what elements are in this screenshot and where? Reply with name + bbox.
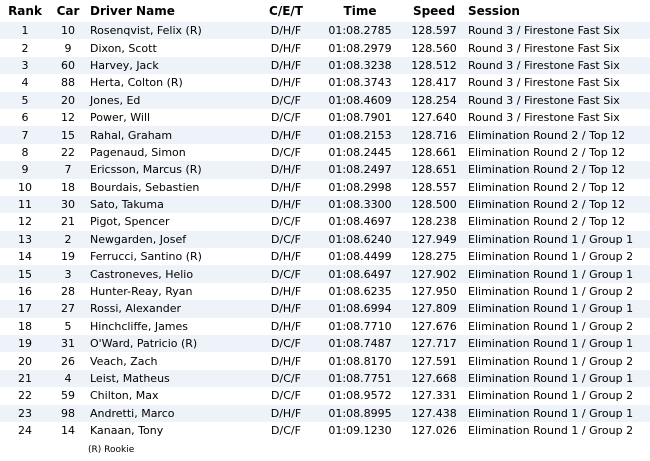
cell-speed: 127.902 — [404, 265, 464, 282]
cell-cet: D/H/F — [256, 161, 316, 178]
cell-car-number: 5 — [50, 318, 86, 335]
cell-rank: 15 — [0, 265, 50, 282]
table-row — [0, 318, 650, 335]
cell-cet: D/C/F — [256, 92, 316, 109]
cell-driver-name: Ferrucci, Santino (R) — [86, 248, 256, 265]
cell-session: Elimination Round 1 / Group 2 — [464, 248, 650, 265]
cell-speed: 127.591 — [404, 352, 464, 369]
cell-driver-name: Kanaan, Tony — [86, 422, 256, 439]
column-header-car: Car — [56, 4, 80, 18]
cell-lap-time: 01:08.8170 — [316, 352, 404, 369]
cell-rank: 19 — [0, 335, 50, 352]
cell-driver-name: O'Ward, Patricio (R) — [86, 335, 256, 352]
table-row — [0, 370, 650, 387]
cell-driver-name: Jones, Ed — [86, 92, 256, 109]
cell-cet: D/H/F — [256, 126, 316, 143]
cell-car-number: 18 — [50, 179, 86, 196]
cell-cet: D/H/F — [256, 352, 316, 369]
cell-car-number: 59 — [50, 387, 86, 404]
cell-cet: D/H/F — [256, 39, 316, 56]
cell-driver-name: Dixon, Scott — [86, 39, 256, 56]
cell-rank: 12 — [0, 213, 50, 230]
cell-lap-time: 01:08.8995 — [316, 405, 404, 422]
cell-driver-name: Castroneves, Helio — [86, 265, 256, 282]
cell-lap-time: 01:08.3238 — [316, 57, 404, 74]
table-row — [0, 213, 650, 230]
cell-rank: 24 — [0, 422, 50, 439]
cell-rank: 20 — [0, 352, 50, 369]
cell-driver-name: Chilton, Max — [86, 387, 256, 404]
cell-rank: 4 — [0, 74, 50, 91]
cell-lap-time: 01:08.6240 — [316, 231, 404, 248]
cell-driver-name: Leist, Matheus — [86, 370, 256, 387]
cell-car-number: 9 — [50, 39, 86, 56]
cell-cet: D/C/F — [256, 213, 316, 230]
cell-speed: 128.238 — [404, 213, 464, 230]
column-header-time: Time — [343, 4, 377, 18]
cell-rank: 17 — [0, 300, 50, 317]
cell-lap-time: 01:08.3743 — [316, 74, 404, 91]
cell-cet: D/H/F — [256, 318, 316, 335]
cell-rank: 5 — [0, 92, 50, 109]
cell-lap-time: 01:09.1230 — [316, 422, 404, 439]
cell-cet: D/C/F — [256, 265, 316, 282]
column-header-session: Session — [468, 4, 520, 18]
cell-session: Elimination Round 1 / Group 2 — [464, 283, 650, 300]
table-row — [0, 179, 650, 196]
cell-lap-time: 01:08.9572 — [316, 387, 404, 404]
table-row — [0, 352, 650, 369]
cell-speed: 128.512 — [404, 57, 464, 74]
cell-session: Elimination Round 2 / Top 12 — [464, 144, 650, 161]
cell-rank: 7 — [0, 126, 50, 143]
cell-driver-name: Harvey, Jack — [86, 57, 256, 74]
column-header-speed: Speed — [412, 4, 456, 18]
table-row — [0, 126, 650, 143]
cell-session: Elimination Round 1 / Group 1 — [464, 231, 650, 248]
cell-session: Elimination Round 1 / Group 2 — [464, 387, 650, 404]
cell-driver-name: Ericsson, Marcus (R) — [86, 161, 256, 178]
results-table-body — [0, 22, 650, 439]
cell-lap-time: 01:08.2785 — [316, 22, 404, 39]
cell-session: Elimination Round 1 / Group 1 — [464, 300, 650, 317]
table-row — [0, 387, 650, 404]
cell-lap-time: 01:08.3300 — [316, 196, 404, 213]
cell-lap-time: 01:08.4609 — [316, 92, 404, 109]
cell-speed: 128.417 — [404, 74, 464, 91]
cell-cet: D/H/F — [256, 405, 316, 422]
cell-speed: 128.500 — [404, 196, 464, 213]
cell-speed: 128.651 — [404, 161, 464, 178]
table-row — [0, 422, 650, 439]
cell-session: Elimination Round 1 / Group 1 — [464, 405, 650, 422]
column-header-driver-name: Driver Name — [90, 4, 175, 18]
cell-session: Elimination Round 1 / Group 2 — [464, 352, 650, 369]
cell-lap-time: 01:08.2445 — [316, 144, 404, 161]
cell-lap-time: 01:08.6235 — [316, 283, 404, 300]
cell-rank: 8 — [0, 144, 50, 161]
cell-speed: 128.716 — [404, 126, 464, 143]
table-row — [0, 22, 650, 39]
cell-speed: 127.438 — [404, 405, 464, 422]
cell-cet: D/C/F — [256, 144, 316, 161]
cell-car-number: 7 — [50, 161, 86, 178]
rookie-footnote: (R) Rookie — [88, 445, 135, 455]
cell-car-number: 3 — [50, 265, 86, 282]
cell-rank: 9 — [0, 161, 50, 178]
cell-car-number: 15 — [50, 126, 86, 143]
table-row — [0, 300, 650, 317]
cell-lap-time: 01:08.4697 — [316, 213, 404, 230]
cell-lap-time: 01:08.2998 — [316, 179, 404, 196]
cell-session: Elimination Round 1 / Group 2 — [464, 318, 650, 335]
cell-session: Round 3 / Firestone Fast Six — [464, 109, 650, 126]
cell-lap-time: 01:08.6497 — [316, 265, 404, 282]
cell-rank: 13 — [0, 231, 50, 248]
cell-car-number: 14 — [50, 422, 86, 439]
cell-session: Elimination Round 2 / Top 12 — [464, 161, 650, 178]
cell-cet: D/H/F — [256, 74, 316, 91]
cell-speed: 128.597 — [404, 22, 464, 39]
cell-driver-name: Bourdais, Sebastien — [86, 179, 256, 196]
cell-lap-time: 01:08.7710 — [316, 318, 404, 335]
cell-session: Round 3 / Firestone Fast Six — [464, 39, 650, 56]
cell-cet: D/C/F — [256, 387, 316, 404]
cell-session: Elimination Round 1 / Group 1 — [464, 370, 650, 387]
cell-car-number: 10 — [50, 22, 86, 39]
cell-car-number: 98 — [50, 405, 86, 422]
cell-speed: 127.949 — [404, 231, 464, 248]
cell-session: Round 3 / Firestone Fast Six — [464, 74, 650, 91]
cell-driver-name: Rossi, Alexander — [86, 300, 256, 317]
column-header-rank: Rank — [8, 4, 42, 18]
table-row — [0, 39, 650, 56]
cell-cet: D/C/F — [256, 335, 316, 352]
cell-rank: 6 — [0, 109, 50, 126]
cell-speed: 128.661 — [404, 144, 464, 161]
table-row — [0, 196, 650, 213]
table-row — [0, 265, 650, 282]
cell-speed: 128.254 — [404, 92, 464, 109]
cell-cet: D/C/F — [256, 109, 316, 126]
table-row — [0, 161, 650, 178]
cell-session: Elimination Round 1 / Group 2 — [464, 422, 650, 439]
cell-rank: 18 — [0, 318, 50, 335]
cell-session: Elimination Round 2 / Top 12 — [464, 213, 650, 230]
cell-car-number: 60 — [50, 57, 86, 74]
cell-cet: D/H/F — [256, 57, 316, 74]
cell-rank: 14 — [0, 248, 50, 265]
table-header-row — [0, 0, 650, 22]
cell-cet: D/H/F — [256, 22, 316, 39]
cell-car-number: 19 — [50, 248, 86, 265]
table-row — [0, 144, 650, 161]
cell-lap-time: 01:08.7901 — [316, 109, 404, 126]
cell-car-number: 12 — [50, 109, 86, 126]
cell-lap-time: 01:08.7751 — [316, 370, 404, 387]
cell-car-number: 30 — [50, 196, 86, 213]
cell-lap-time: 01:08.2979 — [316, 39, 404, 56]
cell-cet: D/C/F — [256, 370, 316, 387]
table-row — [0, 335, 650, 352]
cell-speed: 127.026 — [404, 422, 464, 439]
cell-cet: D/C/F — [256, 422, 316, 439]
cell-rank: 22 — [0, 387, 50, 404]
cell-session: Round 3 / Firestone Fast Six — [464, 22, 650, 39]
cell-car-number: 4 — [50, 370, 86, 387]
cell-cet: D/H/F — [256, 179, 316, 196]
cell-cet: D/C/F — [256, 231, 316, 248]
cell-cet: D/H/F — [256, 196, 316, 213]
cell-driver-name: Pagenaud, Simon — [86, 144, 256, 161]
cell-cet: D/H/F — [256, 283, 316, 300]
table-row — [0, 92, 650, 109]
cell-car-number: 27 — [50, 300, 86, 317]
cell-driver-name: Andretti, Marco — [86, 405, 256, 422]
cell-speed: 128.557 — [404, 179, 464, 196]
cell-session: Elimination Round 2 / Top 12 — [464, 179, 650, 196]
cell-driver-name: Rahal, Graham — [86, 126, 256, 143]
table-row — [0, 283, 650, 300]
cell-rank: 2 — [0, 39, 50, 56]
cell-session: Elimination Round 2 / Top 12 — [464, 126, 650, 143]
table-row — [0, 74, 650, 91]
table-row — [0, 248, 650, 265]
cell-session: Elimination Round 1 / Group 1 — [464, 335, 650, 352]
cell-speed: 128.560 — [404, 39, 464, 56]
cell-car-number: 21 — [50, 213, 86, 230]
cell-driver-name: Sato, Takuma — [86, 196, 256, 213]
cell-speed: 127.809 — [404, 300, 464, 317]
cell-lap-time: 01:08.4499 — [316, 248, 404, 265]
cell-driver-name: Newgarden, Josef — [86, 231, 256, 248]
cell-session: Round 3 / Firestone Fast Six — [464, 57, 650, 74]
cell-lap-time: 01:08.6994 — [316, 300, 404, 317]
cell-cet: D/H/F — [256, 300, 316, 317]
column-header-cet: C/E/T — [269, 4, 303, 18]
table-row — [0, 109, 650, 126]
cell-rank: 3 — [0, 57, 50, 74]
cell-rank: 23 — [0, 405, 50, 422]
cell-driver-name: Herta, Colton (R) — [86, 74, 256, 91]
cell-car-number: 88 — [50, 74, 86, 91]
cell-rank: 10 — [0, 179, 50, 196]
cell-rank: 21 — [0, 370, 50, 387]
cell-driver-name: Veach, Zach — [86, 352, 256, 369]
cell-lap-time: 01:08.2153 — [316, 126, 404, 143]
cell-session: Round 3 / Firestone Fast Six — [464, 92, 650, 109]
cell-driver-name: Hinchcliffe, James — [86, 318, 256, 335]
cell-car-number: 22 — [50, 144, 86, 161]
cell-cet: D/H/F — [256, 248, 316, 265]
cell-rank: 1 — [0, 22, 50, 39]
cell-speed: 127.668 — [404, 370, 464, 387]
cell-speed: 128.275 — [404, 248, 464, 265]
cell-driver-name: Rosenqvist, Felix (R) — [86, 22, 256, 39]
cell-lap-time: 01:08.7487 — [316, 335, 404, 352]
cell-car-number: 31 — [50, 335, 86, 352]
cell-speed: 127.640 — [404, 109, 464, 126]
cell-car-number: 28 — [50, 283, 86, 300]
cell-rank: 11 — [0, 196, 50, 213]
cell-driver-name: Power, Will — [86, 109, 256, 126]
cell-driver-name: Pigot, Spencer — [86, 213, 256, 230]
table-row — [0, 57, 650, 74]
cell-speed: 127.950 — [404, 283, 464, 300]
cell-session: Elimination Round 2 / Top 12 — [464, 196, 650, 213]
cell-speed: 127.717 — [404, 335, 464, 352]
cell-driver-name: Hunter-Reay, Ryan — [86, 283, 256, 300]
cell-session: Elimination Round 1 / Group 1 — [464, 265, 650, 282]
table-row — [0, 231, 650, 248]
table-row — [0, 405, 650, 422]
cell-car-number: 20 — [50, 92, 86, 109]
cell-lap-time: 01:08.2497 — [316, 161, 404, 178]
cell-rank: 16 — [0, 283, 50, 300]
cell-speed: 127.331 — [404, 387, 464, 404]
cell-car-number: 26 — [50, 352, 86, 369]
cell-speed: 127.676 — [404, 318, 464, 335]
cell-car-number: 2 — [50, 231, 86, 248]
